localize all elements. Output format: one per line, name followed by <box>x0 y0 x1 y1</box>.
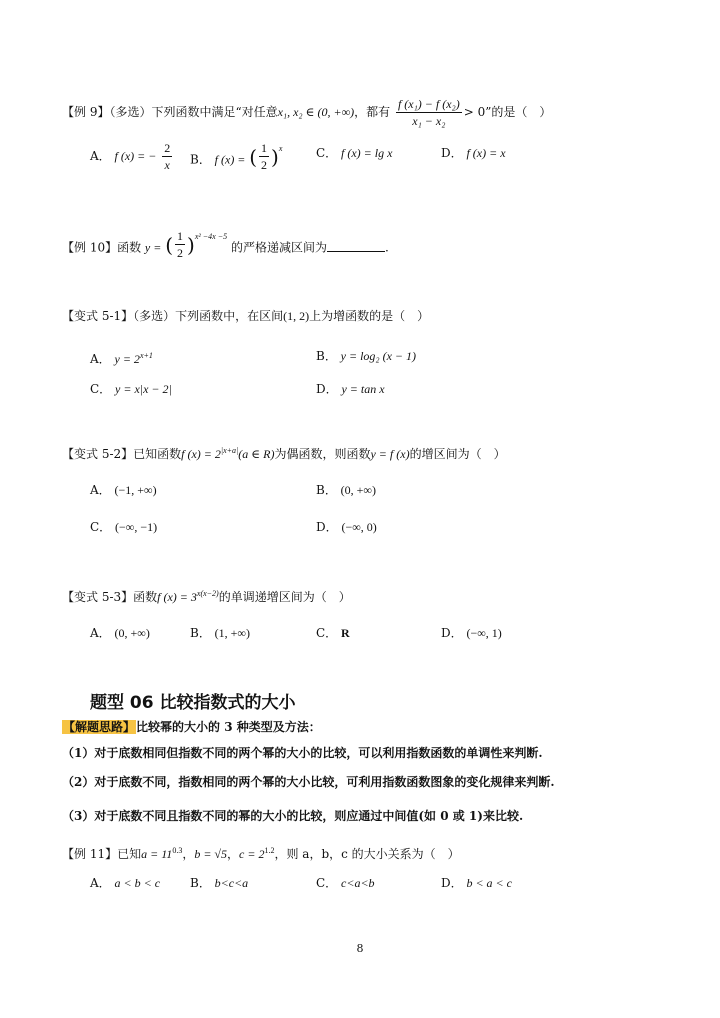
variant-5-2-option-b <box>316 481 376 499</box>
option-label: D． <box>316 382 338 396</box>
section-title: 题型 06 比较指数式的大小 <box>90 693 296 713</box>
option-d-value: (−∞, 1) <box>466 626 502 640</box>
option-label: D． <box>441 146 463 160</box>
variant-5-1-option-b <box>316 347 416 365</box>
example-9-frac-den: x₁ − x₂ <box>412 114 446 128</box>
option-d-value: (−∞, 0) <box>341 520 377 534</box>
option-d-expr: y = tan x <box>341 382 385 396</box>
variant-5-1-prefix: 【变式 5-1】（多选）下列函数中，在区间 <box>62 309 284 323</box>
option-label: A． <box>90 626 111 640</box>
frac-den: x <box>164 158 170 172</box>
variant-5-2-option-d <box>316 518 377 536</box>
example-11-a: a = 11 <box>141 847 173 861</box>
variant-5-3-option-b <box>190 624 250 642</box>
example-9-option-a <box>90 140 174 173</box>
variant-5-1-interval: (1, 2) <box>283 309 310 323</box>
option-label: C． <box>316 876 338 890</box>
example-11-stem: 【例 11】已知$a = 11^{0.3}$，b = √5，$c = 2^{1.2}$，则 a，b，c 的大小关系为（ ） <box>62 846 460 861</box>
frac-den: 2 <box>261 158 268 172</box>
variant-5-2-condition: (a ∈ R) <box>238 447 275 461</box>
variant-5-2-option-a <box>90 481 157 499</box>
variant-5-3-option-c <box>316 624 350 642</box>
option-b-value: (1, +∞) <box>214 626 250 640</box>
example-9-frac-num: f (x₁) − f (x₂) <box>397 97 460 111</box>
example-10-stem <box>62 228 389 261</box>
option-b-value: b<c<a <box>214 876 249 890</box>
variant-5-2-tail: 的增区间为（ ） <box>409 447 506 461</box>
variant-5-2-mid: 为偶函数，则函数 <box>274 447 371 461</box>
option-label: D． <box>441 626 463 640</box>
variant-5-2-fy: y = f (x) <box>370 447 410 461</box>
option-a-value: (−1, +∞) <box>114 483 157 497</box>
method-1: （1）对于底数相同但指数不同的两个幂的大小的比较，可以利用指数函数的单调性来判断. <box>62 746 543 760</box>
page-number: 8 <box>356 942 364 955</box>
example-11-a-exponent: 0.3 <box>172 846 183 855</box>
solution-idea-tag: 【解题思路】 <box>63 720 136 734</box>
variant-5-1-option-c <box>90 380 172 398</box>
variant-5-2-function: f (x) = 2 <box>181 447 221 461</box>
option-label: D． <box>441 876 463 890</box>
variant-5-2-prefix: 【变式 5-2】已知函数 <box>62 447 182 461</box>
option-label: C． <box>90 520 112 534</box>
variant-5-2-stem <box>62 442 506 463</box>
solution-idea-intro: 比较幂的大小的 3 种类型及方法： <box>136 720 321 734</box>
answer-blank[interactable] <box>327 239 385 252</box>
method-3: （3）对于底数不同且指数不同的幂的大小的比较，则应通过中间值(如 0 或 1)来比较. <box>62 809 524 823</box>
example-11-option-a <box>90 874 160 892</box>
example-10-lhs: y = <box>144 240 162 255</box>
option-label: C． <box>90 382 112 396</box>
example-11-option-b <box>190 874 248 892</box>
option-label: A． <box>90 483 111 497</box>
variant-5-1-stem <box>62 307 429 325</box>
option-d-expr: f (x) = x <box>466 146 506 160</box>
example-11-c-exponent: 1.2 <box>264 846 275 855</box>
variant-5-3-tail: 的单调递增区间为（ ） <box>218 590 351 604</box>
option-label: A． <box>90 149 111 163</box>
variant-5-1-option-d <box>316 380 385 398</box>
example-9-mid: ，都有 <box>354 105 391 119</box>
frac-den: 2 <box>177 246 183 260</box>
option-b-lhs: f (x) = <box>214 152 246 167</box>
option-label: C． <box>316 146 338 160</box>
variant-5-3-function: f (x) = 3 <box>157 590 197 604</box>
method-2: （2）对于底数不同，指数相同的两个幂的大小比较，可利用指数函数图象的变化规律来判断. <box>62 775 555 789</box>
option-label: B． <box>316 483 337 497</box>
option-label: A． <box>90 352 111 366</box>
option-label: D． <box>316 520 338 534</box>
frac-num: 1 <box>177 229 183 243</box>
option-a-value: a < b < c <box>114 876 161 890</box>
example-9-prefix: 【例 9】（多选）下列函数中满足“对任意 <box>62 105 278 119</box>
example-11-c: c = 2 <box>239 847 265 861</box>
option-label: B． <box>316 349 337 363</box>
frac-num: 1 <box>261 141 268 155</box>
variant-5-1-tail: 上为增函数的是（ ） <box>309 309 430 323</box>
example-10-exponent: x² −4x −5 <box>194 232 228 241</box>
option-c-expr: y = x|x − 2| <box>115 382 172 396</box>
example-11-tail: ，则 a，b，c 的大小关系为（ ） <box>274 847 460 861</box>
option-b-power: ( $\frac{1}{2}$ ) $^x$ <box>249 141 283 172</box>
example-10-power: ( $\frac{1}{2}$ ) $^{x^2 -4x -5}$ <box>165 229 228 260</box>
variant-5-2-exponent: |x+a| <box>220 446 239 455</box>
frac-num: 2 <box>164 141 171 155</box>
example-10-end: . <box>384 240 389 255</box>
example-11-option-c <box>316 874 375 892</box>
option-d-value: b < a < c <box>466 876 512 890</box>
option-c-expr: f (x) = lg x <box>341 146 393 160</box>
variant-5-1-option-a <box>90 347 153 368</box>
option-a-exponent: x+1 <box>139 351 153 360</box>
variant-5-3-exponent: x(x−2) <box>196 589 219 598</box>
option-label: A． <box>90 876 111 890</box>
example-9-option-b <box>190 140 282 173</box>
option-a-lhs: f (x) = − <box>114 149 157 163</box>
option-c-value: c<a<b <box>341 876 375 890</box>
example-9-fraction <box>396 96 462 129</box>
variant-5-3-option-a <box>90 624 150 642</box>
variant-5-2-option-c <box>90 518 157 536</box>
variant-5-3-prefix: 【变式 5-3】函数 <box>62 590 158 604</box>
variant-5-3-option-d <box>441 624 502 642</box>
example-9-condition: x₁, x₂ ∈ (0, +∞) <box>277 105 355 119</box>
option-label: C． <box>316 626 338 640</box>
option-c-value: R <box>341 626 350 640</box>
example-9-option-c <box>316 144 392 162</box>
example-9-tail: > 0”的是（ ） <box>463 105 552 119</box>
example-9-option-d <box>441 144 506 162</box>
option-a-value: (0, +∞) <box>114 626 150 640</box>
solution-idea <box>62 718 321 736</box>
example-10-prefix: 【例 10】函数 <box>62 240 142 255</box>
example-10-tail: 的严格递减区间为 <box>230 240 327 255</box>
option-b-exponent: x <box>278 144 283 153</box>
option-label: B． <box>190 876 211 890</box>
option-label: B． <box>190 626 211 640</box>
option-b-value: (0, +∞) <box>340 483 376 497</box>
option-a-fraction <box>162 140 172 173</box>
option-b-expr: y = log₂ (x − 1) <box>340 349 417 363</box>
option-c-value: (−∞, −1) <box>115 520 158 534</box>
variant-5-3-stem <box>62 585 351 606</box>
example-11-b: b = √5 <box>194 847 228 861</box>
option-a-base: y = 2 <box>114 352 140 366</box>
option-label: B． <box>190 152 211 167</box>
example-11-option-d <box>441 874 512 892</box>
example-11-prefix: 【例 11】已知 <box>62 847 142 861</box>
example-9-stem <box>62 96 551 129</box>
